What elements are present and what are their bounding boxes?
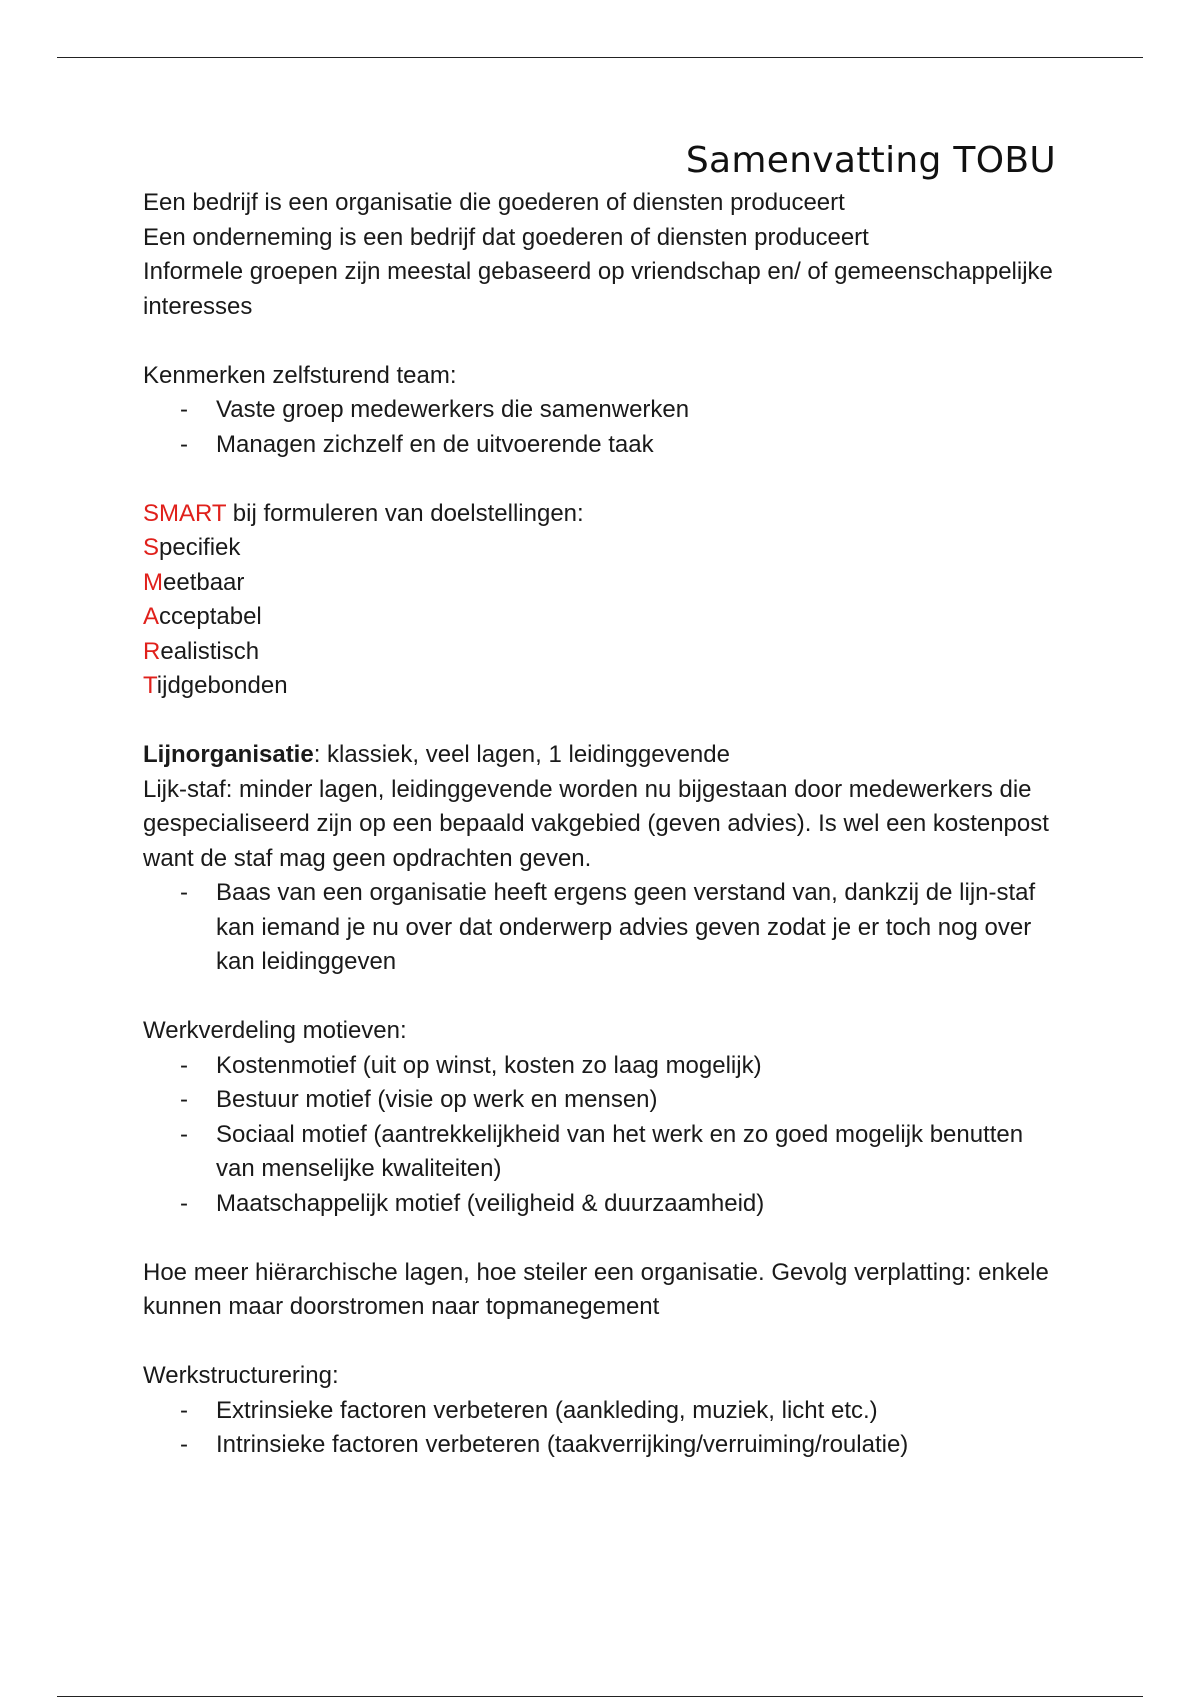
team-heading: Kenmerken zelfsturend team: [143,361,457,389]
list-item: - Kostenmotief (uit op winst, kosten zo laag mogelijk) [180,1051,762,1079]
smart-item-t: Tijdgebonden [143,672,288,699]
list-item: - Sociaal motief (aantrekkelijkheid van het werk en zo goed mogelijk benutten van menselijke kwaliteiten) [180,1120,1024,1182]
werkstructurering-bullets [143,1394,1063,1463]
werkstructurering-heading: Werkstructurering: [143,1362,339,1389]
smart-item-m: Meetbaar [143,568,245,596]
list-item: - Vaste groep medewerkers die samenwerken [180,396,690,423]
list-item: - Intrinsieke factoren verbeteren (taakverrijking/verruiming/roulatie) [180,1431,909,1458]
footer-rule [57,1696,1143,1697]
list-item: - Baas van een organisatie heeft ergens geen verstand van, dankzij de lijn-staf kan iemand je nu over dat onderwerp advies geven zodat je er toch nog over kan leidinggeven [180,879,1036,975]
smart-item-r: Realistisch [143,637,260,665]
lijn-definition: Lijnorganisatie: klassiek, veel lagen, 1 leidinggevende [143,741,730,768]
hierarchie-paragraph: Hoe meer hiërarchische lagen, hoe steiler een organisatie. Gevolg verplatting: enkele kunnen maar doorstromen naar topmanegement [143,1258,1049,1320]
smart-heading: SMART bij formuleren van doelstellingen: [143,499,584,527]
list-item: - Extrinsieke factoren verbeteren (aankleding, muziek, licht etc.) [180,1396,878,1424]
smart-item-a: Acceptabel [143,603,262,630]
list-item: - Bestuur motief (visie op werk en mensen) [180,1086,658,1113]
intro-line-2: Een onderneming is een bedrijf dat goederen of diensten produceert [143,223,869,251]
werkverdeling-heading: Werkverdeling motieven: [143,1017,407,1044]
smart-item-s: Specifiek [143,534,241,561]
list-item: - Managen zichzelf en de uitvoerende taak [180,430,654,458]
team-bullets [143,393,1063,462]
document-body [143,186,1063,1463]
page-title: Samenvatting TOBU [685,140,1056,181]
lijn-staf: Lijk-staf: minder lagen, leidinggevende worden nu bijgestaan door medewerkers die gespecialiseerd zijn op een bepaald vakgebied (geven advies). Is wel een kostenpost want de staf mag geen opdrachten geven. [143,775,1049,872]
header-rule [57,57,1143,58]
smart-acronym: SMART [143,499,227,527]
list-item: - Maatschappelijk motief (veiligheid & duurzaamheid) [180,1189,765,1217]
werkverdeling-bullets [143,1049,1063,1222]
intro-line-1: Een bedrijf is een organisatie die goederen of diensten produceert [143,189,845,216]
intro-line-3: Informele groepen zijn meestal gebaseerd op vriendschap en/ of gemeenschappelijke interesses [143,258,1053,320]
lijn-bullets [143,876,1063,980]
lijn-term: Lijnorganisatie [143,741,314,768]
